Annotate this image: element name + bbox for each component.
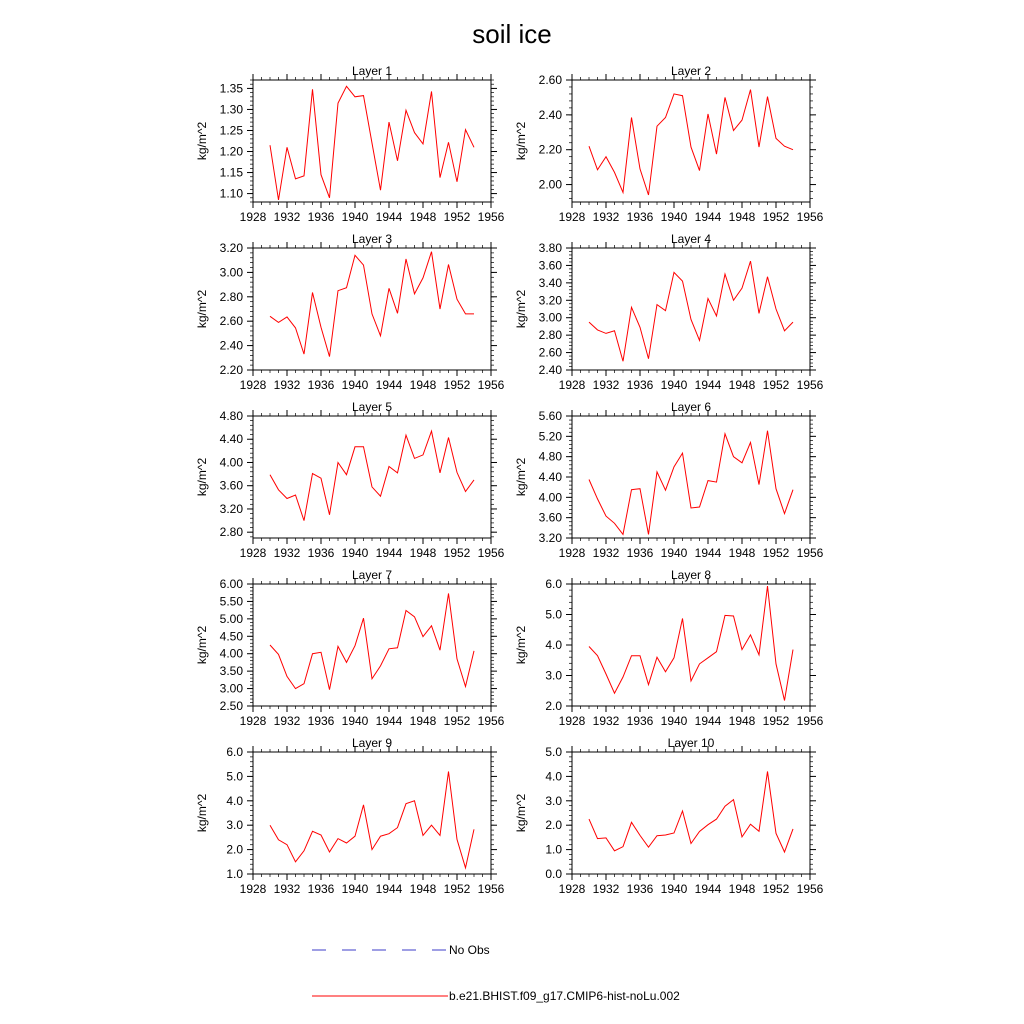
x-tick-label: 1948: [409, 882, 437, 896]
x-tick-label: 1940: [660, 714, 688, 728]
legend-obs-label: No Obs: [449, 943, 490, 957]
x-tick-label: 1940: [341, 378, 369, 392]
x-tick-label: 1956: [796, 210, 824, 224]
y-tick-label: 2.40: [538, 363, 562, 377]
x-tick-label: 1944: [375, 546, 403, 560]
y-tick-label: 3.50: [219, 664, 243, 679]
x-tick-label: 1932: [273, 546, 301, 560]
panel-title: Layer 6: [670, 400, 712, 414]
x-tick-label: 1928: [239, 210, 267, 224]
figure-title: soil ice: [472, 19, 552, 49]
x-tick-label: 1940: [341, 210, 369, 224]
legend-model-label: b.e21.BHIST.f09_g17.CMIP6-hist-noLu.002: [449, 989, 680, 1003]
x-tick-label: 1944: [694, 714, 722, 728]
x-tick-label: 1948: [728, 210, 756, 224]
x-tick-label: 1928: [239, 714, 267, 728]
y-tick-label: 3.00: [219, 265, 243, 280]
panel-title: Layer 4: [670, 232, 712, 246]
x-tick-label: 1952: [762, 546, 790, 560]
x-tick-label: 1932: [592, 882, 620, 896]
y-tick-label: 4.40: [538, 470, 562, 484]
x-tick-label: 1952: [443, 210, 471, 224]
x-tick-label: 1936: [307, 714, 335, 728]
x-tick-label: 1948: [409, 378, 437, 392]
y-tick-label: 1.35: [219, 81, 243, 96]
panel-title: Layer 10: [667, 736, 715, 750]
x-tick-label: 1952: [443, 882, 471, 896]
x-tick-label: 1936: [307, 378, 335, 392]
x-tick-label: 1932: [592, 378, 620, 392]
y-tick-label: 3.40: [538, 275, 562, 290]
y-tick-label: 4.80: [219, 409, 243, 423]
panel-title: Layer 9: [351, 736, 393, 750]
y-tick-label: 3.60: [538, 258, 562, 273]
y-tick-label: 2.60: [538, 73, 562, 87]
y-tick-label: 1.25: [219, 123, 243, 138]
y-axis-label: kg/m^2: [514, 625, 528, 665]
y-tick-label: 3.60: [219, 478, 243, 493]
y-axis-label: kg/m^2: [195, 457, 209, 497]
x-tick-label: 1928: [558, 714, 586, 728]
y-tick-label: 5.50: [219, 594, 243, 609]
y-tick-label: 3.00: [538, 310, 562, 325]
y-tick-label: 4.0: [545, 638, 562, 652]
x-tick-label: 1928: [558, 882, 586, 896]
y-tick-label: 4.00: [219, 455, 243, 470]
y-tick-label: 2.80: [538, 328, 562, 343]
y-tick-label: 1.0: [226, 867, 243, 881]
x-tick-label: 1928: [239, 882, 267, 896]
y-tick-label: 4.0: [545, 769, 562, 784]
x-tick-label: 1940: [341, 546, 369, 560]
y-tick-label: 2.0: [545, 818, 562, 833]
y-tick-label: 1.0: [545, 842, 562, 857]
x-tick-label: 1944: [694, 210, 722, 224]
x-tick-label: 1936: [626, 378, 654, 392]
x-tick-label: 1932: [592, 210, 620, 224]
x-tick-label: 1932: [273, 714, 301, 728]
x-tick-label: 1956: [796, 546, 824, 560]
y-tick-label: 3.00: [219, 681, 243, 696]
panel-title: Layer 2: [670, 64, 712, 78]
x-tick-label: 1932: [592, 546, 620, 560]
y-tick-label: 5.60: [538, 409, 562, 423]
y-axis-label: kg/m^2: [195, 121, 209, 161]
x-tick-label: 1940: [660, 378, 688, 392]
y-axis-label: kg/m^2: [514, 289, 528, 329]
y-tick-label: 3.0: [545, 668, 562, 683]
y-axis-label: kg/m^2: [195, 793, 209, 833]
x-tick-label: 1928: [558, 546, 586, 560]
x-tick-label: 1928: [239, 546, 267, 560]
x-tick-label: 1932: [273, 210, 301, 224]
y-tick-label: 3.0: [226, 818, 243, 833]
x-tick-label: 1944: [694, 882, 722, 896]
y-tick-label: 2.20: [538, 142, 562, 157]
y-tick-label: 1.20: [219, 144, 243, 159]
x-tick-label: 1936: [307, 546, 335, 560]
x-tick-label: 1948: [409, 546, 437, 560]
x-tick-label: 1948: [409, 714, 437, 728]
x-tick-label: 1940: [660, 546, 688, 560]
x-tick-label: 1944: [694, 378, 722, 392]
y-tick-label: 3.20: [538, 531, 562, 545]
x-tick-label: 1928: [558, 378, 586, 392]
y-tick-label: 3.80: [538, 241, 562, 255]
x-tick-label: 1956: [477, 882, 505, 896]
y-tick-label: 0.0: [545, 867, 562, 881]
x-tick-label: 1940: [341, 882, 369, 896]
y-tick-label: 5.20: [538, 429, 562, 444]
x-tick-label: 1952: [762, 378, 790, 392]
x-tick-label: 1956: [477, 210, 505, 224]
y-tick-label: 2.80: [219, 289, 243, 304]
y-tick-label: 4.0: [226, 793, 243, 808]
y-axis-label: kg/m^2: [514, 793, 528, 833]
x-tick-label: 1956: [796, 378, 824, 392]
y-tick-label: 4.80: [538, 449, 562, 464]
y-tick-label: 1.10: [219, 186, 243, 201]
y-tick-label: 4.00: [538, 490, 562, 505]
y-tick-label: 4.40: [219, 432, 243, 447]
x-tick-label: 1928: [558, 210, 586, 224]
x-tick-label: 1936: [626, 210, 654, 224]
x-tick-label: 1948: [728, 378, 756, 392]
x-tick-label: 1948: [728, 714, 756, 728]
y-tick-label: 2.60: [538, 345, 562, 360]
x-tick-label: 1952: [443, 546, 471, 560]
y-tick-label: 2.60: [219, 314, 243, 329]
y-tick-label: 2.20: [219, 363, 243, 377]
y-tick-label: 2.40: [538, 107, 562, 122]
y-tick-label: 6.00: [219, 577, 243, 591]
y-tick-label: 3.20: [538, 293, 562, 308]
x-tick-label: 1952: [762, 882, 790, 896]
y-tick-label: 3.20: [219, 241, 243, 255]
y-axis-label: kg/m^2: [514, 121, 528, 161]
x-tick-label: 1956: [477, 546, 505, 560]
y-tick-label: 2.00: [538, 177, 562, 192]
y-tick-label: 1.15: [219, 165, 243, 180]
y-tick-label: 2.40: [219, 338, 243, 353]
y-tick-label: 6.0: [545, 577, 562, 591]
x-tick-label: 1944: [375, 378, 403, 392]
x-tick-label: 1936: [626, 714, 654, 728]
x-tick-label: 1952: [443, 378, 471, 392]
x-tick-label: 1948: [728, 882, 756, 896]
panel-title: Layer 1: [351, 64, 393, 78]
x-tick-label: 1936: [626, 882, 654, 896]
x-tick-label: 1956: [477, 714, 505, 728]
x-tick-label: 1928: [239, 378, 267, 392]
x-tick-label: 1952: [762, 210, 790, 224]
x-tick-label: 1944: [375, 714, 403, 728]
x-tick-label: 1956: [796, 882, 824, 896]
x-tick-label: 1956: [477, 378, 505, 392]
x-tick-label: 1936: [307, 882, 335, 896]
x-tick-label: 1944: [375, 210, 403, 224]
y-tick-label: 2.50: [219, 699, 243, 713]
y-tick-label: 2.80: [219, 525, 243, 540]
x-tick-label: 1932: [273, 378, 301, 392]
x-tick-label: 1936: [307, 210, 335, 224]
panel-title: Layer 3: [351, 232, 393, 246]
x-tick-label: 1940: [341, 714, 369, 728]
y-tick-label: 1.30: [219, 102, 243, 117]
y-tick-label: 3.60: [538, 510, 562, 525]
panel-title: Layer 7: [351, 568, 393, 582]
x-tick-label: 1940: [660, 210, 688, 224]
x-tick-label: 1948: [409, 210, 437, 224]
y-tick-label: 4.50: [219, 629, 243, 644]
y-tick-label: 5.0: [226, 769, 243, 784]
y-tick-label: 3.20: [219, 501, 243, 516]
y-tick-label: 5.00: [219, 611, 243, 626]
x-tick-label: 1936: [626, 546, 654, 560]
x-tick-label: 1940: [660, 882, 688, 896]
y-axis-label: kg/m^2: [195, 289, 209, 329]
y-tick-label: 6.0: [226, 745, 243, 759]
x-tick-label: 1952: [443, 714, 471, 728]
x-tick-label: 1956: [796, 714, 824, 728]
x-tick-label: 1948: [728, 546, 756, 560]
x-tick-label: 1944: [694, 546, 722, 560]
y-axis-label: kg/m^2: [195, 625, 209, 665]
x-tick-label: 1952: [762, 714, 790, 728]
x-tick-label: 1932: [273, 882, 301, 896]
y-tick-label: 3.0: [545, 793, 562, 808]
y-tick-label: 5.0: [545, 745, 562, 759]
y-tick-label: 4.00: [219, 646, 243, 661]
panel-title: Layer 5: [351, 400, 393, 414]
y-tick-label: 5.0: [545, 607, 562, 622]
panel-title: Layer 8: [670, 568, 712, 582]
y-tick-label: 2.0: [226, 842, 243, 857]
x-tick-label: 1932: [592, 714, 620, 728]
y-tick-label: 2.0: [545, 699, 562, 713]
y-axis-label: kg/m^2: [514, 457, 528, 497]
x-tick-label: 1944: [375, 882, 403, 896]
